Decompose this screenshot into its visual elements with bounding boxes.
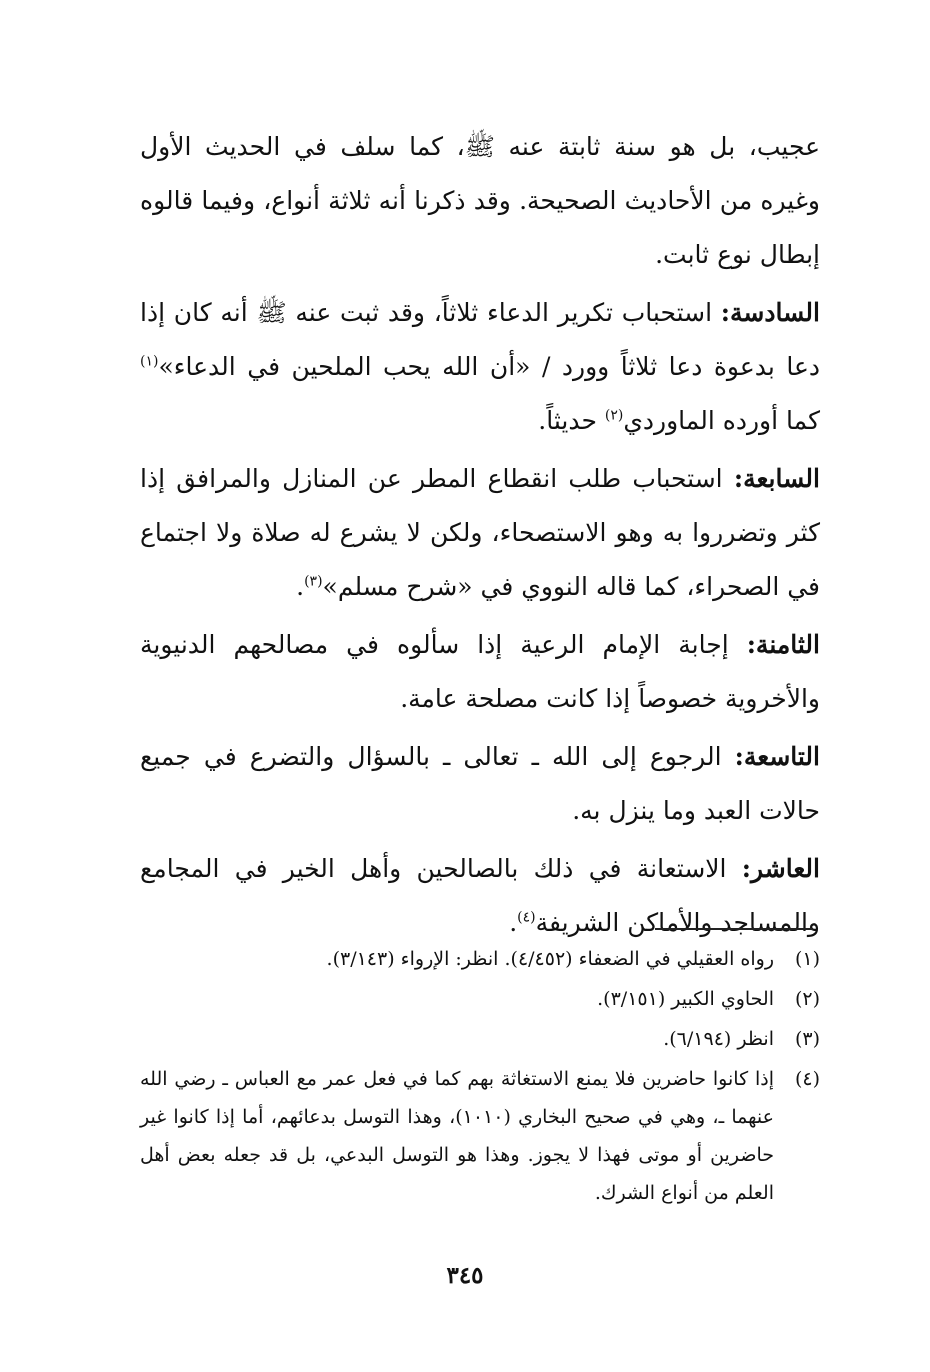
paragraph-heading: السابعة: (733, 464, 820, 493)
footnote-item (140, 940, 820, 978)
footnote-number: (٤) (794, 1068, 820, 1090)
footnote-ref[interactable]: (٤) (517, 909, 536, 926)
paragraph-intro (140, 120, 820, 282)
footnote-text: انظر (٦/١٩٤). (663, 1028, 774, 1050)
footnote-item (140, 1020, 820, 1058)
paragraph-text: الرجوع إلى الله ـ تعالى ـ بالسؤال والتضرع في جميع حالات العبد وما ينزل به. (140, 742, 820, 825)
paragraph-heading: الثامنة: (746, 630, 820, 659)
page-number: ٣٤٥ (446, 1262, 484, 1289)
paragraph-sixth (140, 286, 820, 448)
paragraph-text-end: . (509, 908, 518, 937)
paragraph-text: استحباب تكرير الدعاء ثلاثاً، وقد ثبت عنه ﷺ أنه كان إذا دعا بدعوة دعا ثلاثاً وورد / «أن الله يحب الملحين في الدعاء» (140, 298, 820, 381)
footnote-number: (٢) (794, 988, 820, 1010)
footnote-ref[interactable]: (١) (140, 353, 159, 370)
footnote-item (140, 980, 820, 1018)
paragraph-heading: السادسة: (720, 298, 820, 327)
paragraph-text-end: حديثاً. (538, 406, 605, 435)
footnote-number: (١) (794, 948, 820, 970)
footnote-number: (٣) (794, 1028, 820, 1050)
footnote-ref[interactable]: (٣) (304, 573, 323, 590)
paragraph-ninth (140, 730, 820, 838)
footnote-text: الحاوي الكبير (٣/١٥١). (597, 988, 774, 1010)
paragraph-heading: العاشر: (741, 854, 820, 883)
paragraph-text-continued: كما أورده الماوردي (623, 406, 820, 435)
main-text (140, 120, 820, 954)
footnote-item (140, 1060, 820, 1212)
paragraph-text: استحباب طلب انقطاع المطر عن المنازل والمرافق إذا كثر وتضرروا به وهو الاستصحاء، ولكن لا يشرع له صلاة ولا اجتماع في الصحراء، كما قاله النووي في «شرح مسلم» (140, 464, 820, 601)
paragraph-text-end: . (296, 572, 305, 601)
paragraph-text: إجابة الإمام الرعية إذا سألوه في مصالحهم الدنيوية والأخروية خصوصاً إذا كانت مصلحة عامة. (140, 630, 820, 713)
footnote-text: إذا كانوا حاضرين فلا يمنع الاستغاثة بهم كما في فعل عمر مع العباس ـ رضي الله عنهما ـ، وهي في صحيح البخاري (١٠١٠)، وهذا التوسل بدعائهم، أما إذا كانوا غير حاضرين أو موتى فهذا لا يجوز. وهذا هو التوسل البدعي، بل قد جعله بعض أهل العلم من أنواع الشرك. (140, 1068, 774, 1204)
footnotes (140, 940, 820, 1214)
paragraph-text: الاستعانة في ذلك بالصالحين وأهل الخير في المجامع والمساجد والأماكن الشريفة (140, 854, 820, 937)
paragraph-tenth (140, 842, 820, 950)
footnote-divider (655, 928, 813, 930)
footnote-text: رواه العقيلي في الضعفاء (٤/٤٥٢). انظر: الإرواء (٣/١٤٣). (326, 948, 774, 970)
paragraph-text: عجيب، بل هو سنة ثابتة عنه ﷺ، كما سلف في الحديث الأول وغيره من الأحاديث الصحيحة. وقد ذكرنا أنه ثلاثة أنواع، وفيما قالوه إبطال نوع ثابت. (140, 132, 820, 269)
footnote-ref[interactable]: (٢) (604, 407, 624, 424)
paragraph-eighth (140, 618, 820, 726)
paragraph-heading: التاسعة: (734, 742, 820, 771)
paragraph-seventh (140, 452, 820, 614)
